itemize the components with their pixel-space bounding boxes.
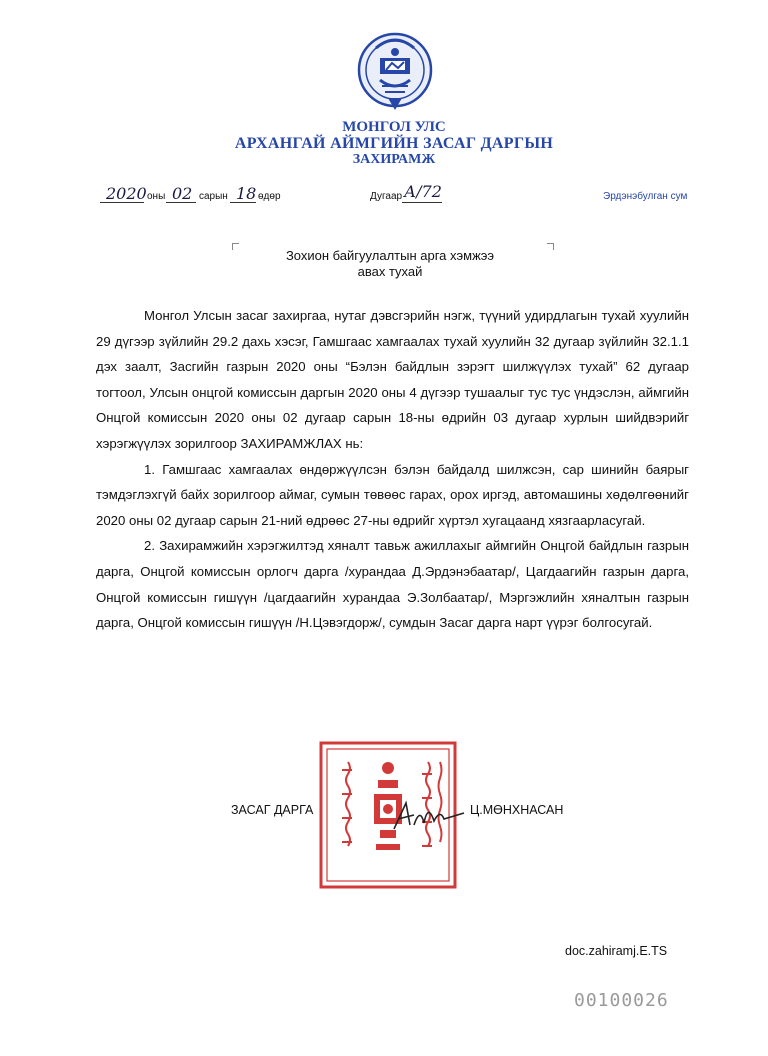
document-body bbox=[96, 303, 689, 636]
signatory-name: Ц.МӨНХНАСАН bbox=[470, 803, 564, 817]
state-emblem-icon bbox=[356, 28, 434, 116]
number-value: А/72 bbox=[404, 182, 442, 201]
handwritten-signature bbox=[388, 795, 468, 835]
date-day-suffix: өдөр bbox=[258, 191, 281, 202]
document-reference: doc.zahiramj.E.TS bbox=[565, 944, 668, 958]
subject-line-2: авах тухай bbox=[357, 264, 423, 279]
location: Эрдэнэбулган сум bbox=[603, 191, 688, 202]
preamble-paragraph: Монгол Улсын засаг захиргаа, нутаг дэвсгэрийн нэгж, түүний удирдлагын тухай хуулийн 29 дүгээр зүйлийн 29.2 дахь хэсэг, Гамшгаас хамгаалах тухай хуулийн 32 дугаар зүйлийн 32.1.1 дэх заалт, Засгийн газрын 2020 оны “Бэлэн байдлын зэрэгт шилжүүлэх тухай” 62 дугаар тогтоол, Улсын онцгой комиссын даргын 2020 оны 4 дүгээр тушаалыг тус тус үндэслэн, аймгийн Онцгой комиссын 2020 оны 02 дугаар сарын 18-ны өдрийн 03 дугаар хурлын шийдвэрийг хэрэгжүүлэх зорилгоор ЗАХИРАМЖЛАХ нь: bbox=[96, 308, 689, 451]
order-item-1: 1. Гамшгаас хамгаалах өндөржүүлсэн бэлэн байдалд шилжсэн, сар шинийн баярыг тэмдэглэхгүй байх зорилгоор аймаг, сумын төвөөс гарах, орох иргэд, автомашины хөдөлгөөнийг 2020 оны 02 дугаар сарын 21-ний өдрөөс 27-ны өдрийг хүртэл хугацаанд хязгаарласугай. bbox=[96, 461, 689, 528]
subject bbox=[230, 248, 550, 280]
date-day: 18 bbox=[236, 184, 257, 203]
number-label: Дугаар bbox=[370, 191, 403, 202]
date-line bbox=[0, 182, 768, 206]
header-doc-type: ЗАХИРАМЖ bbox=[352, 152, 436, 167]
header-authority: АРХАНГАЙ АЙМГИЙН ЗАСАГ ДАРГЫН bbox=[234, 135, 554, 152]
date-month-suffix: сарын bbox=[199, 191, 228, 202]
serial-number: 00100026 bbox=[574, 990, 669, 1011]
signatory-title: ЗАСАГ ДАРГА bbox=[231, 803, 314, 817]
header-country: МОНГОЛ УЛС bbox=[342, 119, 446, 135]
date-year-suffix: оны bbox=[147, 191, 166, 202]
date-year: 2020 bbox=[106, 184, 147, 203]
date-month: 02 bbox=[172, 184, 193, 203]
subject-line-1: Зохион байгуулалтын арга хэмжээ bbox=[285, 248, 495, 263]
order-item-2: 2. Захирамжийн хэрэгжилтэд хяналт тавьж ажиллахыг аймгийн Онцгой байдлын газрын дарга, Онцгой комиссын орлогч дарга /хурандаа Д.Эрдэнэбаатар/, Цагдаагийн газрын дарга, Онцгой комиссын гишүүн /цагдаагийн хурандаа Э.Золбаатар/, Мэргэжлийн хяналтын газрын дарга, Онцгой комиссын гишүүн /Н.Цэвэгдорж/, сумдын Засаг дарга нарт үүрэг болгосугай. bbox=[96, 538, 689, 631]
